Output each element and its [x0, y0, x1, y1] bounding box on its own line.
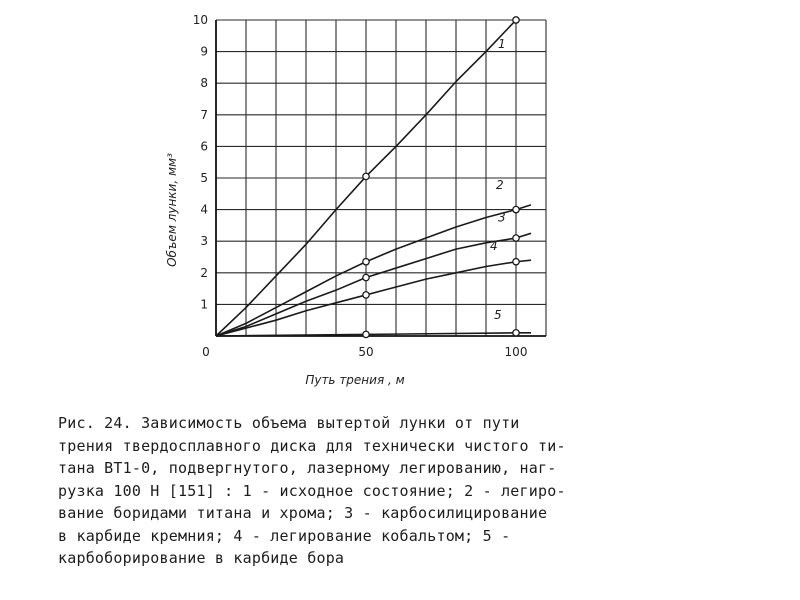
series-label: 4 [490, 239, 498, 254]
series-line-3 [216, 233, 531, 336]
y-tick-label: 5 [200, 171, 208, 185]
series-label: 5 [494, 307, 502, 322]
data-point-marker [513, 259, 519, 265]
series-line-2 [216, 205, 531, 336]
x-axis-label: Путь трения , м [305, 373, 405, 387]
x-tick-label: 0 [202, 345, 210, 359]
y-tick-label: 6 [200, 139, 208, 154]
y-axis-label: Объем лунки, мм³ [165, 153, 179, 267]
series-label: 2 [496, 177, 504, 192]
figure-caption [58, 412, 748, 570]
data-point-marker [363, 259, 369, 265]
y-tick-label: 2 [200, 265, 208, 280]
y-tick-label: 8 [200, 76, 208, 91]
tick-labels [193, 13, 528, 359]
series-label: 1 [498, 37, 506, 51]
y-tick-label: 9 [200, 44, 208, 59]
caption-line: трения твердосплавного диска для технически чистого ти- [58, 436, 566, 455]
caption-line: рузка 100 Н [151] : 1 - исходное состояние; 2 - легиро- [58, 481, 566, 500]
data-point-marker [513, 206, 519, 212]
y-tick-label: 10 [192, 13, 208, 27]
caption-line: карбоборирование в карбиде бора [58, 549, 345, 567]
caption-line: тана ВТ1-0, подвергнутого, лазерному легированию, наг- [58, 459, 557, 477]
data-point-marker [363, 331, 369, 337]
caption-line: в карбиде кремния; 4 - легирование кобальтом; 5 - [58, 526, 511, 545]
data-point-marker [513, 235, 519, 241]
data-point-marker [363, 274, 369, 280]
caption-line: Рис. 24. Зависимость объема вытертой лунки от пути [58, 414, 520, 432]
y-tick-label: 4 [200, 202, 208, 217]
x-tick-label: 50 [358, 345, 374, 359]
caption-line: вание боридами титана и хрома; 3 - карбосилицирование [58, 504, 548, 522]
data-point-marker [363, 173, 369, 179]
series-line-4 [216, 260, 531, 336]
x-tick-label: 100 [504, 345, 528, 359]
y-tick-label: 7 [200, 107, 208, 122]
y-tick-label: 3 [200, 234, 208, 249]
y-tick-label: 1 [200, 297, 208, 312]
data-point-marker [513, 17, 519, 23]
data-point-marker [363, 292, 369, 298]
data-point-marker [513, 330, 519, 336]
series-label: 3 [498, 210, 506, 225]
